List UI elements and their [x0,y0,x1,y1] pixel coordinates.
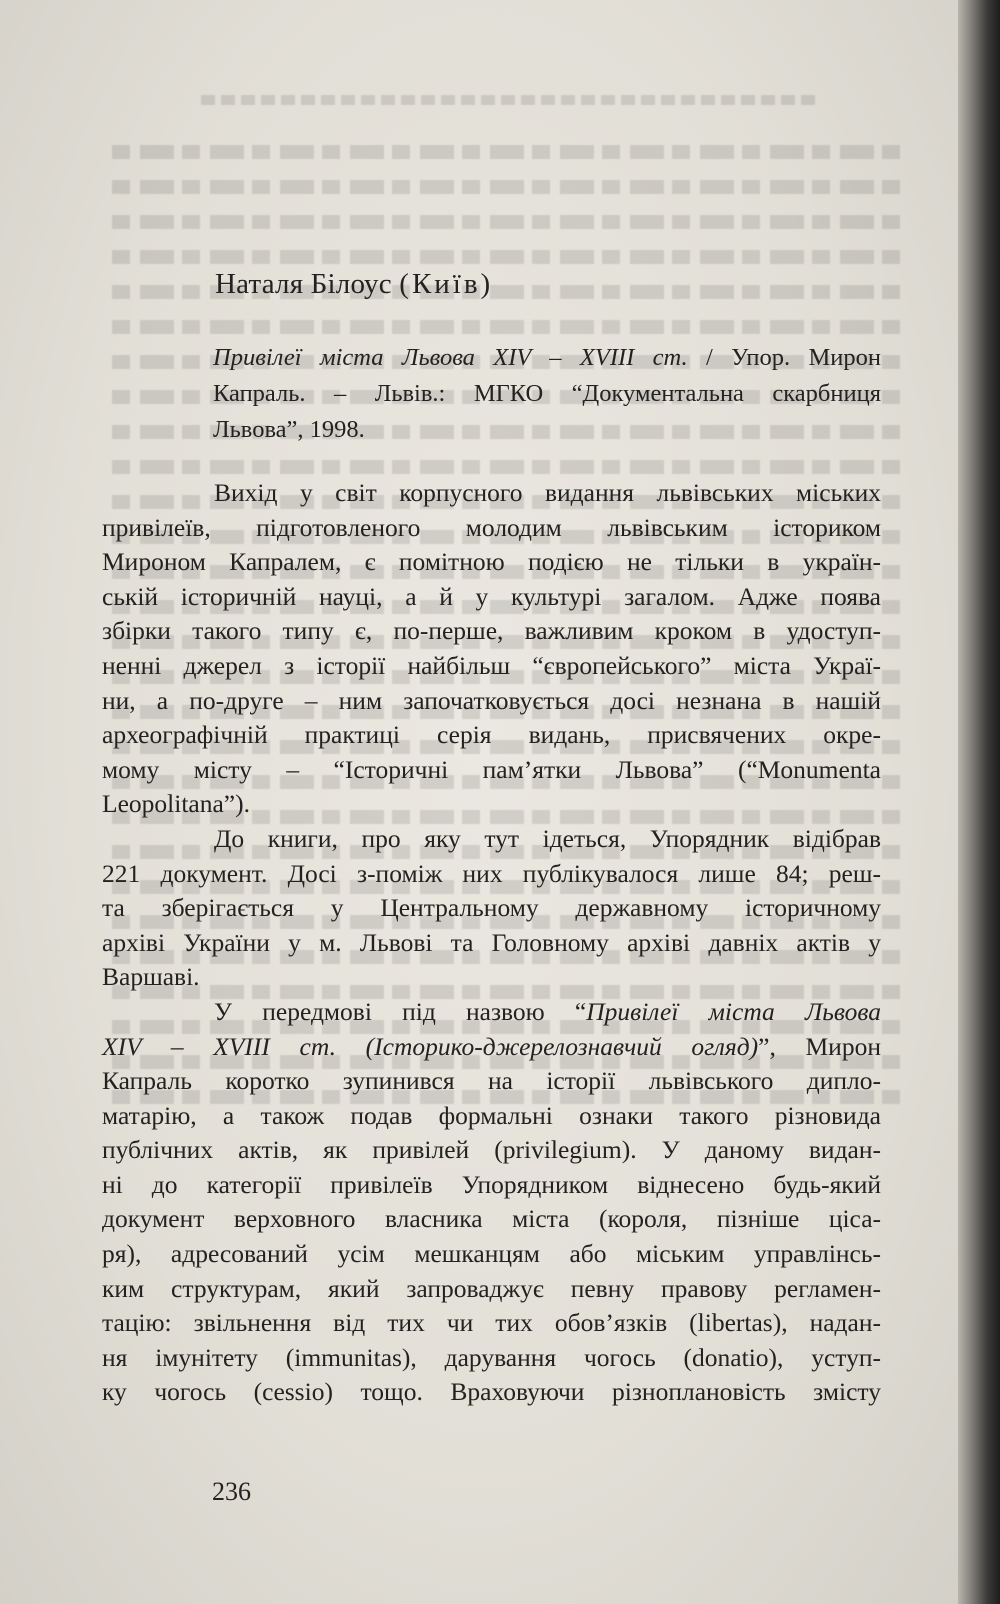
text-line: тацію: звільнення від тих чи тих обов’язків (libertas), надан- [102,1308,881,1338]
text-line: ській історичній науці, а й у культурі загалом. Адже поява [102,581,881,611]
text-line: Мироном Капралем, є помітною подією не тільки в україн- [102,547,881,577]
text-line: ні до категорії привілеїв Упорядником віднесено будь-який [102,1169,881,1199]
text-line: публічних актів, як привілей (privilegium). У даному видан- [102,1135,881,1165]
text-line: До книги, про яку тут ідеться, Упорядник відібрав [214,823,881,853]
text-line: У передмові під назвою “Привілеї міста Львова [214,996,881,1026]
citation-line: Привілеї міста Львова XIV – XVIII ст. / Упор. Мирон [213,344,881,371]
book-citation [213,340,881,448]
text-line: документ верховного власника міста (короля, пізніше ціса- [102,1204,881,1234]
text-line: 221 документ. Досі з-поміж них публікувалося лише 84; реш- [102,858,881,888]
text-line: ку чогось (cessio) тощо. Враховуючи різноплановість змісту [102,1377,881,1407]
citation-line: Капраль. – Львів.: МГКО “Документальна скарбниця [213,380,881,407]
author-city: (Київ) [399,268,494,300]
citation-line: Львова”, 1998. [213,416,365,443]
text-line: XIV – XVIII ст. (Історико-джерелознавчий огляд)”, Мирон [102,1031,881,1061]
text-line: Вихід у світ корпусного видання львівських міських [214,478,881,507]
text-line: привілеїв, підготовленого молодим львівським істориком [102,512,881,542]
text-line: ня імунітету (immunitas), дарування чогось (donatio), уступ- [102,1342,881,1372]
text-line: Варшаві. [102,962,200,992]
review-body [102,476,881,1410]
paragraph-1 [102,476,881,822]
text-line: та зберігається у Центральному державному історичному [102,893,881,923]
page-number: 236 [212,1477,251,1506]
review-author [215,268,493,301]
text-line: ким структурам, який запроваджує певну правову регламен- [102,1273,881,1303]
text-line: мому місту – “Історичні пам’ятки Львова” (“Monumenta [102,754,881,784]
text-line: ни, а по-друге – ним започатковується досі незнана в нашій [102,685,881,715]
paragraph-2 [102,822,881,995]
text-line: ненні джерел з історії найбільш “європейського” міста Украї- [102,650,881,680]
paragraph-3 [102,995,881,1410]
text-line: ря), адресований усім мешканцям або міським управлінсь- [102,1239,881,1269]
book-page-edge [958,0,1000,1604]
foreword-title-cont: XIV – XVIII ст. (Історико-джерелознавчий огляд) [102,1031,759,1061]
citation-title: Привілеї міста Львова XIV – XVIII ст. [213,344,688,371]
text-line: збірки такого типу є, по-перше, важливим кроком в удоступ- [102,616,881,646]
author-name: Наталя Білоус [215,268,392,300]
text-line: Капраль коротко зупинився на історії львівського дипло- [102,1066,881,1096]
foreword-title: Привілеї міста Львова [586,996,881,1026]
text-line: архіві України у м. Львові та Головному архіві давніх актів у [102,927,881,957]
text-line: матарію, а також подав формальні ознаки такого різновида [102,1100,881,1130]
text-line: Leopolitana”). [102,789,250,819]
text-line: археографічній практиці серія видань, присвячених окре- [102,720,881,750]
